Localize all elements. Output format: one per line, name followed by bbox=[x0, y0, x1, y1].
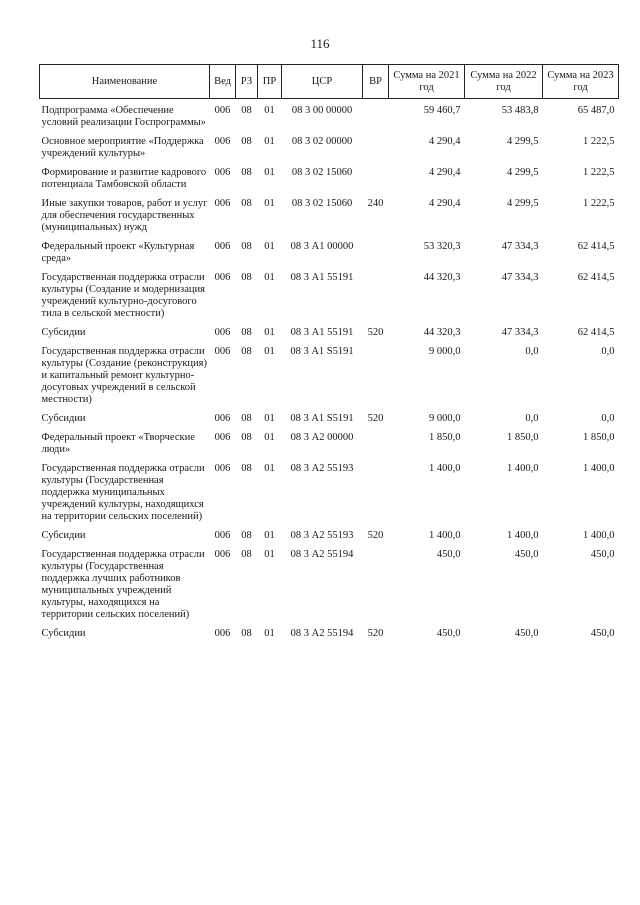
table-cell: 08 3 А1 S5191 bbox=[290, 346, 354, 357]
table-cell: 4 290,4 bbox=[429, 198, 461, 209]
table-row bbox=[40, 549, 619, 628]
table-cell: Государственная поддержка отрасли культуры (Создание (реконструкция) и капитальный ремонт культурно-досуговых учреждений в сельской местности) bbox=[41, 346, 207, 405]
table-cell: Государственная поддержка отрасли культуры (Государственная поддержка лучших работников муниципальных учреждений культуры, находящихся на территории сельских поселений) bbox=[41, 549, 205, 620]
table-cell: 47 334,3 bbox=[501, 241, 539, 252]
table-cell: 08 3 02 15060 bbox=[291, 167, 353, 178]
table-cell: Субсидии bbox=[41, 413, 86, 424]
table-cell: 08 3 А2 55193 bbox=[290, 530, 354, 541]
table-cell: 1 400,0 bbox=[507, 463, 539, 474]
table-cell: Иные закупки товаров, работ и услуг для обеспечения государственных (муниципальных) нужд bbox=[41, 198, 208, 233]
table-cell: 08 bbox=[241, 167, 252, 178]
table-cell: 450,0 bbox=[514, 628, 539, 639]
table-cell: 08 3 А2 55194 bbox=[290, 549, 354, 560]
table-cell: 450,0 bbox=[514, 549, 539, 560]
table-cell: 006 bbox=[214, 136, 231, 147]
table-cell bbox=[363, 241, 389, 272]
table-cell: 520 bbox=[367, 530, 384, 541]
table-cell: 006 bbox=[214, 105, 231, 116]
table-cell: 1 400,0 bbox=[583, 530, 615, 541]
table-cell: Формирование и развитие кадрового потенциала Тамбовской области bbox=[41, 167, 207, 190]
column-header: Наименование bbox=[40, 65, 210, 99]
table-cell: 006 bbox=[214, 198, 231, 209]
table-cell bbox=[363, 99, 389, 137]
table-cell: 4 299,5 bbox=[507, 198, 539, 209]
table-cell: 1 850,0 bbox=[429, 432, 461, 443]
table-cell: 9 000,0 bbox=[429, 346, 461, 357]
table-cell: 01 bbox=[264, 413, 275, 424]
table-cell: 520 bbox=[367, 628, 384, 639]
table-cell: 450,0 bbox=[590, 628, 615, 639]
table-cell: 0,0 bbox=[525, 413, 539, 424]
table-cell: 240 bbox=[367, 198, 384, 209]
table-cell bbox=[363, 463, 389, 530]
table-row bbox=[40, 272, 619, 327]
table-cell: 08 bbox=[241, 463, 252, 474]
table-row bbox=[40, 99, 619, 137]
table-cell: 08 3 А2 55194 bbox=[290, 628, 354, 639]
column-header: РЗ bbox=[236, 65, 258, 99]
table-cell: 62 414,5 bbox=[577, 241, 615, 252]
table-row bbox=[40, 346, 619, 413]
table-cell: 450,0 bbox=[436, 628, 461, 639]
table-cell: 08 bbox=[241, 105, 252, 116]
table-cell: 0,0 bbox=[601, 346, 615, 357]
table-row bbox=[40, 167, 619, 198]
table-cell: 01 bbox=[264, 463, 275, 474]
table-cell: 47 334,3 bbox=[501, 272, 539, 283]
table-cell: 006 bbox=[214, 530, 231, 541]
table-cell: 01 bbox=[264, 432, 275, 443]
table-cell: 006 bbox=[214, 463, 231, 474]
table-cell: 53 320,3 bbox=[423, 241, 461, 252]
table-cell: 1 222,5 bbox=[583, 167, 615, 178]
table-cell: Федеральный проект «Творческие люди» bbox=[41, 432, 195, 455]
table-cell: Основное мероприятие «Поддержка учреждений культуры» bbox=[41, 136, 204, 159]
table-cell: 006 bbox=[214, 241, 231, 252]
table-cell: 450,0 bbox=[436, 549, 461, 560]
table-cell bbox=[363, 167, 389, 198]
table-cell: 08 3 А1 55191 bbox=[290, 272, 354, 283]
table-cell: 08 3 А2 55193 bbox=[290, 463, 354, 474]
table-cell: 08 bbox=[241, 628, 252, 639]
table-cell: 08 bbox=[241, 198, 252, 209]
table-cell: 01 bbox=[264, 530, 275, 541]
table-cell: 1 400,0 bbox=[583, 463, 615, 474]
table-cell: 1 400,0 bbox=[507, 530, 539, 541]
table-cell: 01 bbox=[264, 327, 275, 338]
table-cell: 4 299,5 bbox=[507, 167, 539, 178]
table-cell: 53 483,8 bbox=[501, 105, 539, 116]
table-cell bbox=[363, 549, 389, 628]
table-row bbox=[40, 136, 619, 167]
table-cell: 08 bbox=[241, 432, 252, 443]
table-cell: Субсидии bbox=[41, 327, 86, 338]
table-cell: 006 bbox=[214, 272, 231, 283]
table-cell: 62 414,5 bbox=[577, 327, 615, 338]
table-cell: 01 bbox=[264, 105, 275, 116]
table-cell: 1 850,0 bbox=[507, 432, 539, 443]
table-cell: 520 bbox=[367, 413, 384, 424]
table-cell: 450,0 bbox=[590, 549, 615, 560]
table-cell: 08 3 А1 00000 bbox=[290, 241, 354, 252]
table-cell: 0,0 bbox=[525, 346, 539, 357]
table-cell: 4 299,5 bbox=[507, 136, 539, 147]
table-cell bbox=[363, 136, 389, 167]
table-cell: 62 414,5 bbox=[577, 272, 615, 283]
table-cell: 44 320,3 bbox=[423, 327, 461, 338]
table-cell: 65 487,0 bbox=[577, 105, 615, 116]
table-cell: 9 000,0 bbox=[429, 413, 461, 424]
column-header: Вед bbox=[210, 65, 236, 99]
table-cell: 01 bbox=[264, 272, 275, 283]
table-cell: 08 bbox=[241, 346, 252, 357]
table-cell: 08 bbox=[241, 136, 252, 147]
table-header-row bbox=[40, 65, 619, 99]
column-header: ЦСР bbox=[282, 65, 363, 99]
table-cell: 1 850,0 bbox=[583, 432, 615, 443]
table-cell: 1 400,0 bbox=[429, 463, 461, 474]
table-cell: 006 bbox=[214, 346, 231, 357]
table-cell: 08 3 02 15060 bbox=[291, 198, 353, 209]
table-row bbox=[40, 463, 619, 530]
table-cell: 01 bbox=[264, 136, 275, 147]
table-cell: 1 222,5 bbox=[583, 136, 615, 147]
table-cell: 08 3 А1 S5191 bbox=[290, 413, 354, 424]
table-cell: 08 3 А1 55191 bbox=[290, 327, 354, 338]
table-cell: 08 bbox=[241, 241, 252, 252]
table-cell: 08 bbox=[241, 530, 252, 541]
table-cell: Субсидии bbox=[41, 530, 86, 541]
table-cell: 1 400,0 bbox=[429, 530, 461, 541]
table-cell: 006 bbox=[214, 432, 231, 443]
table-row bbox=[40, 327, 619, 346]
table-cell: 006 bbox=[214, 549, 231, 560]
table-cell: Подпрограмма «Обеспечение условий реализации Госпрограммы» bbox=[41, 105, 206, 128]
table-row bbox=[40, 530, 619, 549]
column-header: ПР bbox=[258, 65, 282, 99]
table-cell: 006 bbox=[214, 628, 231, 639]
table-cell: 01 bbox=[264, 346, 275, 357]
table-cell: 47 334,3 bbox=[501, 327, 539, 338]
table-row bbox=[40, 432, 619, 463]
table-cell: 006 bbox=[214, 413, 231, 424]
table-body bbox=[40, 99, 619, 648]
table-cell: 01 bbox=[264, 167, 275, 178]
table-cell bbox=[363, 432, 389, 463]
column-header: ВР bbox=[363, 65, 389, 99]
table-cell: 006 bbox=[214, 327, 231, 338]
table-cell: 08 bbox=[241, 327, 252, 338]
table-cell: Федеральный проект «Культурная среда» bbox=[41, 241, 195, 264]
table-cell: Государственная поддержка отрасли культуры (Создание и модернизация учреждений культурно-досугового тила в сельской местности) bbox=[41, 272, 205, 319]
table-row bbox=[40, 628, 619, 647]
page-number: 116 bbox=[310, 36, 330, 51]
table-cell: 08 3 02 00000 bbox=[291, 136, 353, 147]
budget-table bbox=[39, 64, 619, 647]
table-cell: 1 222,5 bbox=[583, 198, 615, 209]
table-cell: 01 bbox=[264, 628, 275, 639]
table-cell: 520 bbox=[367, 327, 384, 338]
table-cell: 0,0 bbox=[601, 413, 615, 424]
table-cell bbox=[363, 272, 389, 327]
column-header: Сумма на 2021 год bbox=[389, 65, 465, 99]
table-cell: 08 3 00 00000 bbox=[291, 105, 353, 116]
table-cell: 59 460,7 bbox=[423, 105, 461, 116]
table-cell: 08 3 А2 00000 bbox=[290, 432, 354, 443]
column-header: Сумма на 2023 год bbox=[543, 65, 619, 99]
table-row bbox=[40, 198, 619, 241]
table-cell: 08 bbox=[241, 272, 252, 283]
table-cell: Государственная поддержка отрасли культуры (Государственная поддержка муниципальных учреждений культуры, находящихся на территории сельских поселений) bbox=[41, 463, 205, 522]
table-cell: 006 bbox=[214, 167, 231, 178]
table-cell: 4 290,4 bbox=[429, 136, 461, 147]
table-cell: 08 bbox=[241, 413, 252, 424]
table-cell: 4 290,4 bbox=[429, 167, 461, 178]
table-row bbox=[40, 413, 619, 432]
table-cell: 01 bbox=[264, 549, 275, 560]
table-cell bbox=[363, 346, 389, 413]
table-cell: 01 bbox=[264, 198, 275, 209]
table-cell: Субсидии bbox=[41, 628, 86, 639]
column-header: Сумма на 2022 год bbox=[465, 65, 543, 99]
table-cell: 44 320,3 bbox=[423, 272, 461, 283]
table-cell: 01 bbox=[264, 241, 275, 252]
table-cell: 08 bbox=[241, 549, 252, 560]
table-row bbox=[40, 241, 619, 272]
